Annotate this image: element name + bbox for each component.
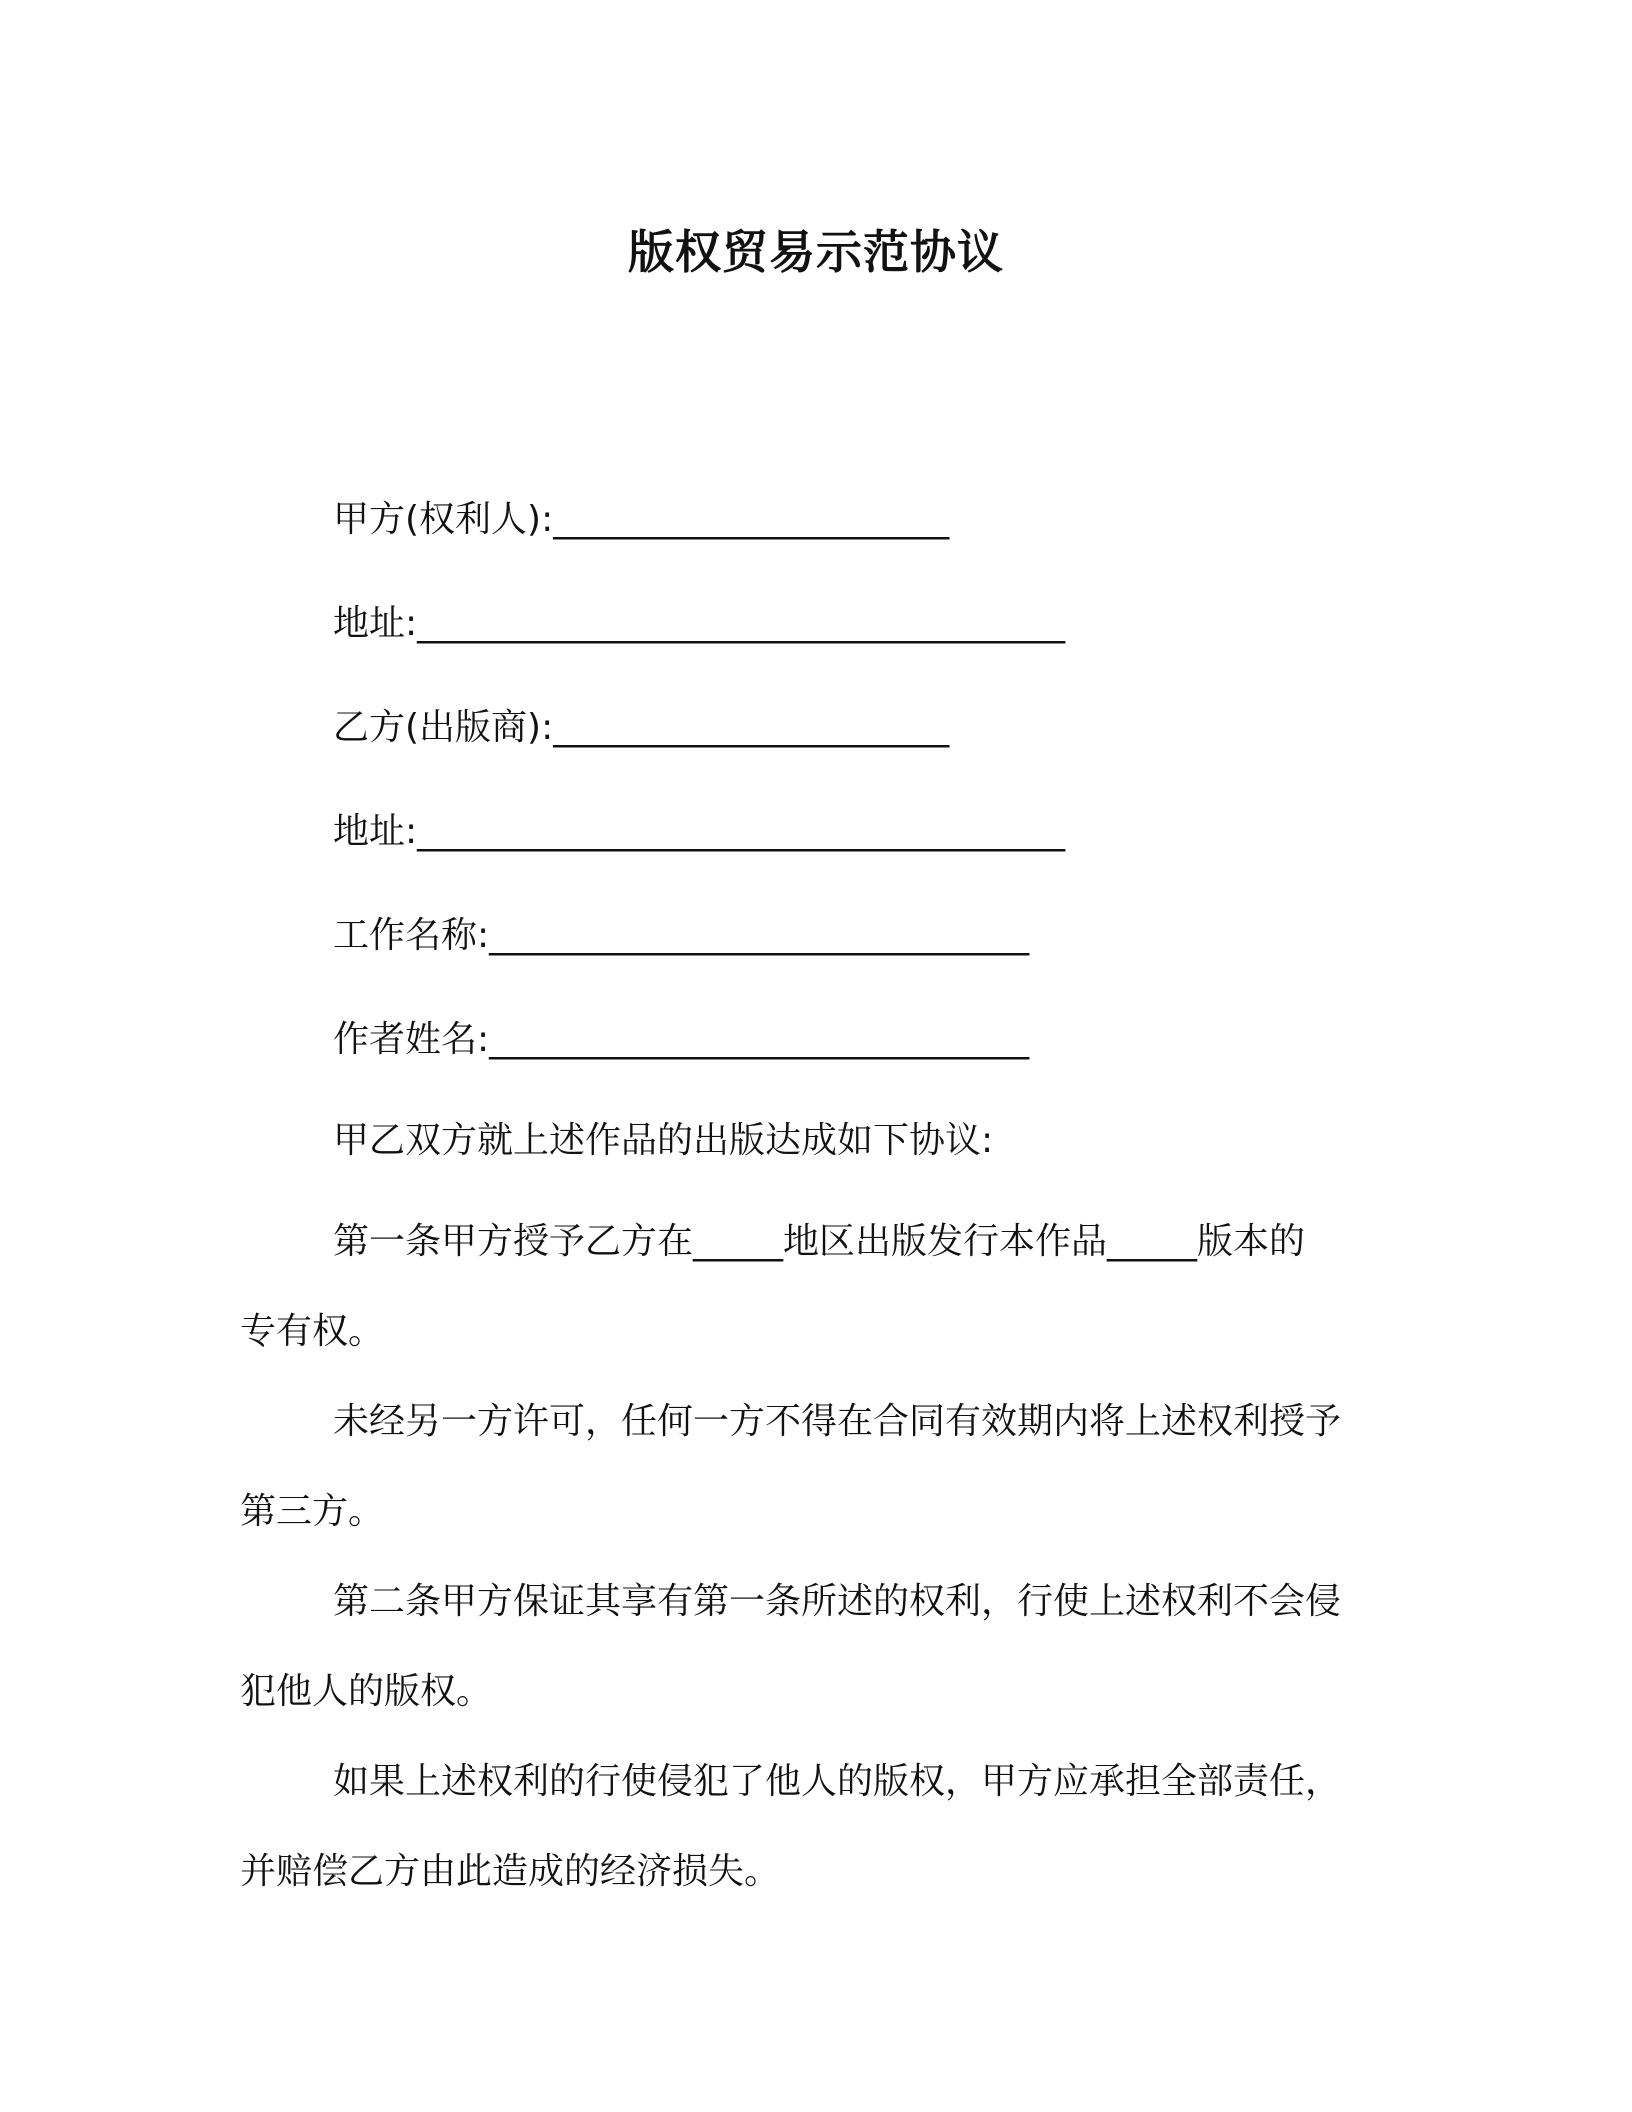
field-party-a: 甲方(权利人):______________________ bbox=[333, 499, 950, 540]
paragraph-4-line-1: 如果上述权利的行使侵犯了他人的版权，甲方应承担全部责任， bbox=[333, 1761, 1342, 1802]
field-address-a: 地址:____________________________________ bbox=[333, 603, 1066, 644]
paragraph-3-line-1: 第二条甲方保证其享有第一条所述的权利，行使上述权利不会侵 bbox=[333, 1581, 1342, 1622]
field-party-b: 乙方(出版商):______________________ bbox=[333, 707, 950, 748]
paragraph-1 bbox=[240, 1218, 1380, 1356]
paragraph-1-line-1: 第一条甲方授予乙方在_____地区出版发行本作品_____版本的 bbox=[333, 1221, 1306, 1262]
paragraph-2-line-1: 未经另一方许可，任何一方不得在合同有效期内将上述权利授予 bbox=[333, 1401, 1342, 1442]
document-title: 版权贸易示范协议 bbox=[628, 225, 1004, 279]
paragraph-4-line-2: 并赔偿乙方由此造成的经济损失。 bbox=[240, 1851, 781, 1892]
field-author-name: 作者姓名:______________________________ bbox=[333, 1019, 1030, 1060]
paragraph-3 bbox=[240, 1578, 1380, 1716]
paragraph-2-line-2: 第三方。 bbox=[240, 1491, 385, 1532]
field-work-title: 工作名称:______________________________ bbox=[333, 915, 1030, 956]
paragraph-2 bbox=[240, 1398, 1380, 1536]
intro-line: 甲乙双方就上述作品的出版达成如下协议: bbox=[333, 1120, 994, 1161]
paragraph-4 bbox=[240, 1758, 1380, 1896]
paragraph-3-line-2: 犯他人的版权。 bbox=[240, 1671, 493, 1712]
field-address-b: 地址:____________________________________ bbox=[333, 811, 1066, 852]
paragraph-1-line-2: 专有权。 bbox=[240, 1311, 385, 1352]
